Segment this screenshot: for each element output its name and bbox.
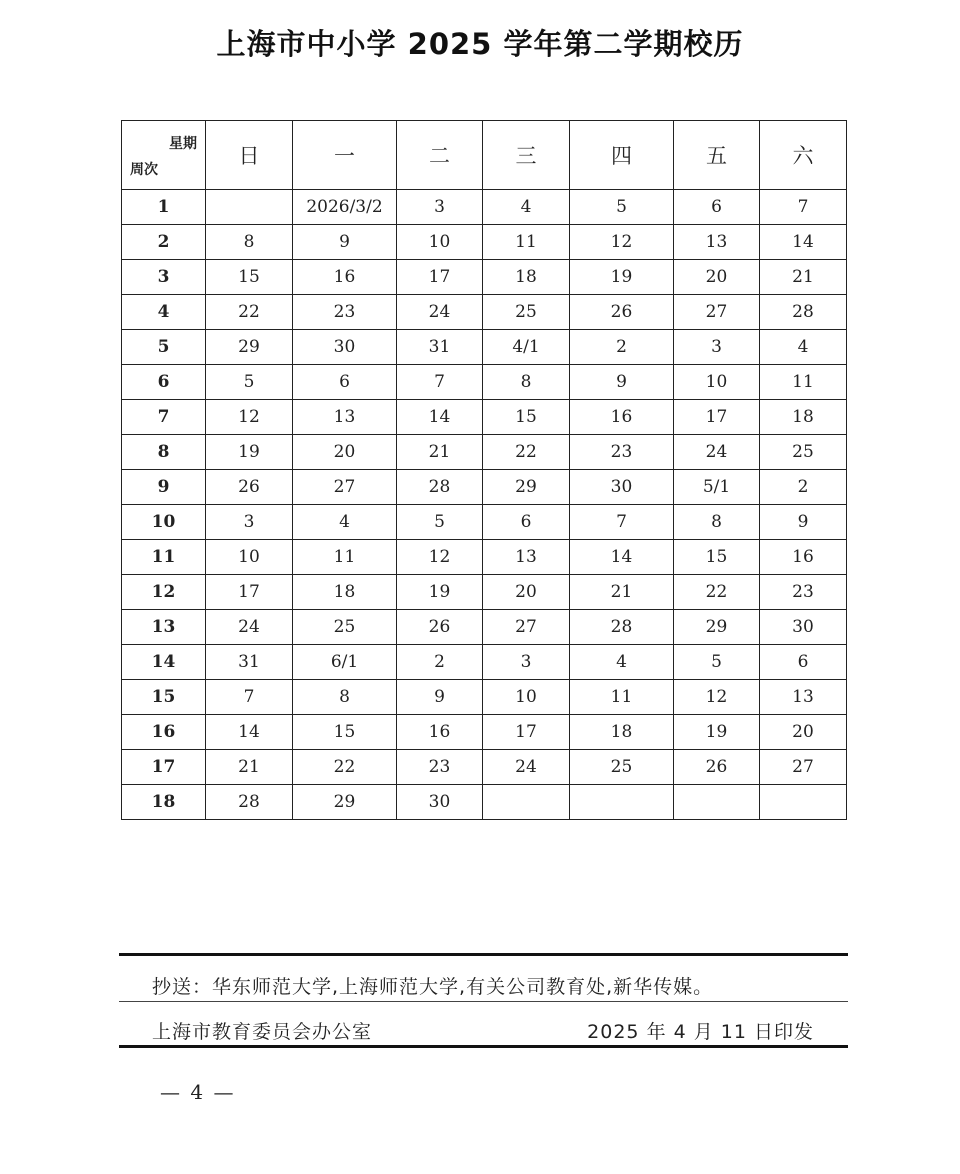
day-cell: 11	[760, 365, 847, 400]
table-row	[122, 330, 847, 365]
weekday-header-mon: 一	[293, 121, 397, 190]
day-cell: 17	[674, 400, 760, 435]
day-cell: 26	[674, 750, 760, 785]
table-row	[122, 680, 847, 715]
day-cell: 19	[206, 435, 293, 470]
day-cell: 4/1	[483, 330, 570, 365]
day-cell: 26	[570, 295, 674, 330]
day-cell: 14	[760, 225, 847, 260]
day-cell: 16	[397, 715, 483, 750]
day-cell: 26	[206, 470, 293, 505]
day-cell: 3	[397, 190, 483, 225]
day-cell: 7	[570, 505, 674, 540]
footer-middle-rule	[119, 1001, 848, 1002]
day-cell: 8	[206, 225, 293, 260]
week-number: 3	[122, 260, 206, 295]
day-cell: 3	[206, 505, 293, 540]
weekday-header-thu: 四	[570, 121, 674, 190]
day-cell: 6	[293, 365, 397, 400]
week-number: 13	[122, 610, 206, 645]
day-cell: 30	[570, 470, 674, 505]
day-cell: 20	[293, 435, 397, 470]
weekday-header-wed: 三	[483, 121, 570, 190]
day-cell: 2	[570, 330, 674, 365]
day-cell: 17	[397, 260, 483, 295]
day-cell: 5	[570, 190, 674, 225]
day-cell: 29	[483, 470, 570, 505]
day-cell: 5	[206, 365, 293, 400]
day-cell: 7	[206, 680, 293, 715]
week-number: 4	[122, 295, 206, 330]
calendar-body	[122, 190, 847, 820]
day-cell	[483, 785, 570, 820]
day-cell: 5	[397, 505, 483, 540]
day-cell: 18	[483, 260, 570, 295]
footer-bottom-rule	[119, 1045, 848, 1048]
day-cell: 22	[206, 295, 293, 330]
table-row	[122, 505, 847, 540]
day-cell: 21	[206, 750, 293, 785]
week-number: 17	[122, 750, 206, 785]
day-cell	[206, 190, 293, 225]
day-cell: 8	[293, 680, 397, 715]
day-cell: 22	[293, 750, 397, 785]
weekday-header-fri: 五	[674, 121, 760, 190]
day-cell: 11	[293, 540, 397, 575]
day-cell: 10	[397, 225, 483, 260]
table-row	[122, 225, 847, 260]
day-cell: 26	[397, 610, 483, 645]
page-number: — 4 —	[160, 1080, 236, 1104]
day-cell: 14	[206, 715, 293, 750]
day-cell: 28	[570, 610, 674, 645]
day-cell: 27	[760, 750, 847, 785]
day-cell: 4	[760, 330, 847, 365]
day-cell: 22	[483, 435, 570, 470]
week-number: 11	[122, 540, 206, 575]
day-cell: 5	[674, 645, 760, 680]
day-cell: 24	[483, 750, 570, 785]
day-cell: 17	[206, 575, 293, 610]
day-cell: 6	[483, 505, 570, 540]
table-row	[122, 785, 847, 820]
day-cell: 30	[293, 330, 397, 365]
day-cell: 21	[570, 575, 674, 610]
day-cell: 6	[760, 645, 847, 680]
day-cell: 13	[674, 225, 760, 260]
day-cell: 20	[760, 715, 847, 750]
day-cell: 3	[674, 330, 760, 365]
day-cell: 29	[206, 330, 293, 365]
day-cell: 9	[760, 505, 847, 540]
day-cell: 17	[483, 715, 570, 750]
day-cell: 10	[483, 680, 570, 715]
day-cell: 18	[760, 400, 847, 435]
day-cell: 11	[570, 680, 674, 715]
corner-header-cell	[122, 121, 206, 190]
day-cell: 30	[397, 785, 483, 820]
day-cell: 29	[293, 785, 397, 820]
day-cell: 28	[206, 785, 293, 820]
table-row	[122, 260, 847, 295]
day-cell	[760, 785, 847, 820]
day-cell	[570, 785, 674, 820]
week-number: 8	[122, 435, 206, 470]
day-cell: 12	[674, 680, 760, 715]
day-cell: 23	[397, 750, 483, 785]
table-row	[122, 190, 847, 225]
day-cell	[674, 785, 760, 820]
week-number: 15	[122, 680, 206, 715]
day-cell: 2026/3/2	[293, 190, 397, 225]
day-cell: 22	[674, 575, 760, 610]
day-cell: 7	[397, 365, 483, 400]
day-cell: 27	[674, 295, 760, 330]
weekday-header-sat: 六	[760, 121, 847, 190]
day-cell: 2	[397, 645, 483, 680]
issuing-office: 上海市教育委员会办公室	[152, 1021, 373, 1043]
day-cell: 7	[760, 190, 847, 225]
table-row	[122, 750, 847, 785]
week-number: 14	[122, 645, 206, 680]
week-number: 7	[122, 400, 206, 435]
table-row	[122, 365, 847, 400]
header-row	[122, 121, 847, 190]
day-cell: 12	[570, 225, 674, 260]
day-cell: 13	[483, 540, 570, 575]
day-cell: 18	[293, 575, 397, 610]
week-number: 10	[122, 505, 206, 540]
day-cell: 4	[570, 645, 674, 680]
day-cell: 15	[483, 400, 570, 435]
day-cell: 23	[293, 295, 397, 330]
day-cell: 24	[206, 610, 293, 645]
table-row	[122, 575, 847, 610]
day-cell: 10	[674, 365, 760, 400]
day-cell: 16	[293, 260, 397, 295]
day-cell: 25	[570, 750, 674, 785]
day-cell: 3	[483, 645, 570, 680]
day-cell: 23	[570, 435, 674, 470]
page-title: 上海市中小学 2025 学年第二学期校历	[216, 27, 744, 61]
day-cell: 20	[674, 260, 760, 295]
week-number: 6	[122, 365, 206, 400]
day-cell: 20	[483, 575, 570, 610]
footer-top-rule	[119, 953, 848, 956]
week-number: 18	[122, 785, 206, 820]
day-cell: 23	[760, 575, 847, 610]
day-cell: 15	[293, 715, 397, 750]
day-cell: 4	[483, 190, 570, 225]
day-cell: 11	[483, 225, 570, 260]
table-row	[122, 400, 847, 435]
table-row	[122, 645, 847, 680]
day-cell: 31	[397, 330, 483, 365]
day-cell: 21	[397, 435, 483, 470]
day-cell: 16	[760, 540, 847, 575]
corner-weekday-label: 星期	[169, 136, 197, 152]
day-cell: 9	[397, 680, 483, 715]
table-row	[122, 435, 847, 470]
issue-date: 2025 年 4 月 11 日印发	[587, 1021, 814, 1043]
day-cell: 5/1	[674, 470, 760, 505]
day-cell: 12	[206, 400, 293, 435]
day-cell: 9	[570, 365, 674, 400]
table-row	[122, 295, 847, 330]
day-cell: 14	[570, 540, 674, 575]
day-cell: 2	[760, 470, 847, 505]
day-cell: 28	[760, 295, 847, 330]
day-cell: 19	[397, 575, 483, 610]
table-row	[122, 610, 847, 645]
week-number: 1	[122, 190, 206, 225]
day-cell: 12	[397, 540, 483, 575]
day-cell: 4	[293, 505, 397, 540]
day-cell: 24	[397, 295, 483, 330]
day-cell: 8	[674, 505, 760, 540]
week-number: 5	[122, 330, 206, 365]
cc-recipients: 抄送：华东师范大学,上海师范大学,有关公司教育处,新华传媒。	[152, 976, 714, 998]
day-cell: 27	[483, 610, 570, 645]
day-cell: 25	[483, 295, 570, 330]
day-cell: 19	[674, 715, 760, 750]
table-row	[122, 715, 847, 750]
day-cell: 10	[206, 540, 293, 575]
day-cell: 28	[397, 470, 483, 505]
day-cell: 18	[570, 715, 674, 750]
weekday-header-tue: 二	[397, 121, 483, 190]
week-number: 2	[122, 225, 206, 260]
week-number: 9	[122, 470, 206, 505]
day-cell: 15	[674, 540, 760, 575]
day-cell: 21	[760, 260, 847, 295]
day-cell: 29	[674, 610, 760, 645]
weekday-header-sun: 日	[206, 121, 293, 190]
day-cell: 8	[483, 365, 570, 400]
corner-week-label: 周次	[130, 162, 158, 178]
day-cell: 25	[293, 610, 397, 645]
table-row	[122, 470, 847, 505]
day-cell: 9	[293, 225, 397, 260]
day-cell: 27	[293, 470, 397, 505]
day-cell: 19	[570, 260, 674, 295]
day-cell: 15	[206, 260, 293, 295]
week-number: 12	[122, 575, 206, 610]
day-cell: 13	[760, 680, 847, 715]
day-cell: 13	[293, 400, 397, 435]
day-cell: 6	[674, 190, 760, 225]
school-calendar-table	[121, 120, 847, 820]
day-cell: 30	[760, 610, 847, 645]
day-cell: 24	[674, 435, 760, 470]
day-cell: 31	[206, 645, 293, 680]
day-cell: 6/1	[293, 645, 397, 680]
day-cell: 25	[760, 435, 847, 470]
day-cell: 16	[570, 400, 674, 435]
week-number: 16	[122, 715, 206, 750]
table-row	[122, 540, 847, 575]
day-cell: 14	[397, 400, 483, 435]
